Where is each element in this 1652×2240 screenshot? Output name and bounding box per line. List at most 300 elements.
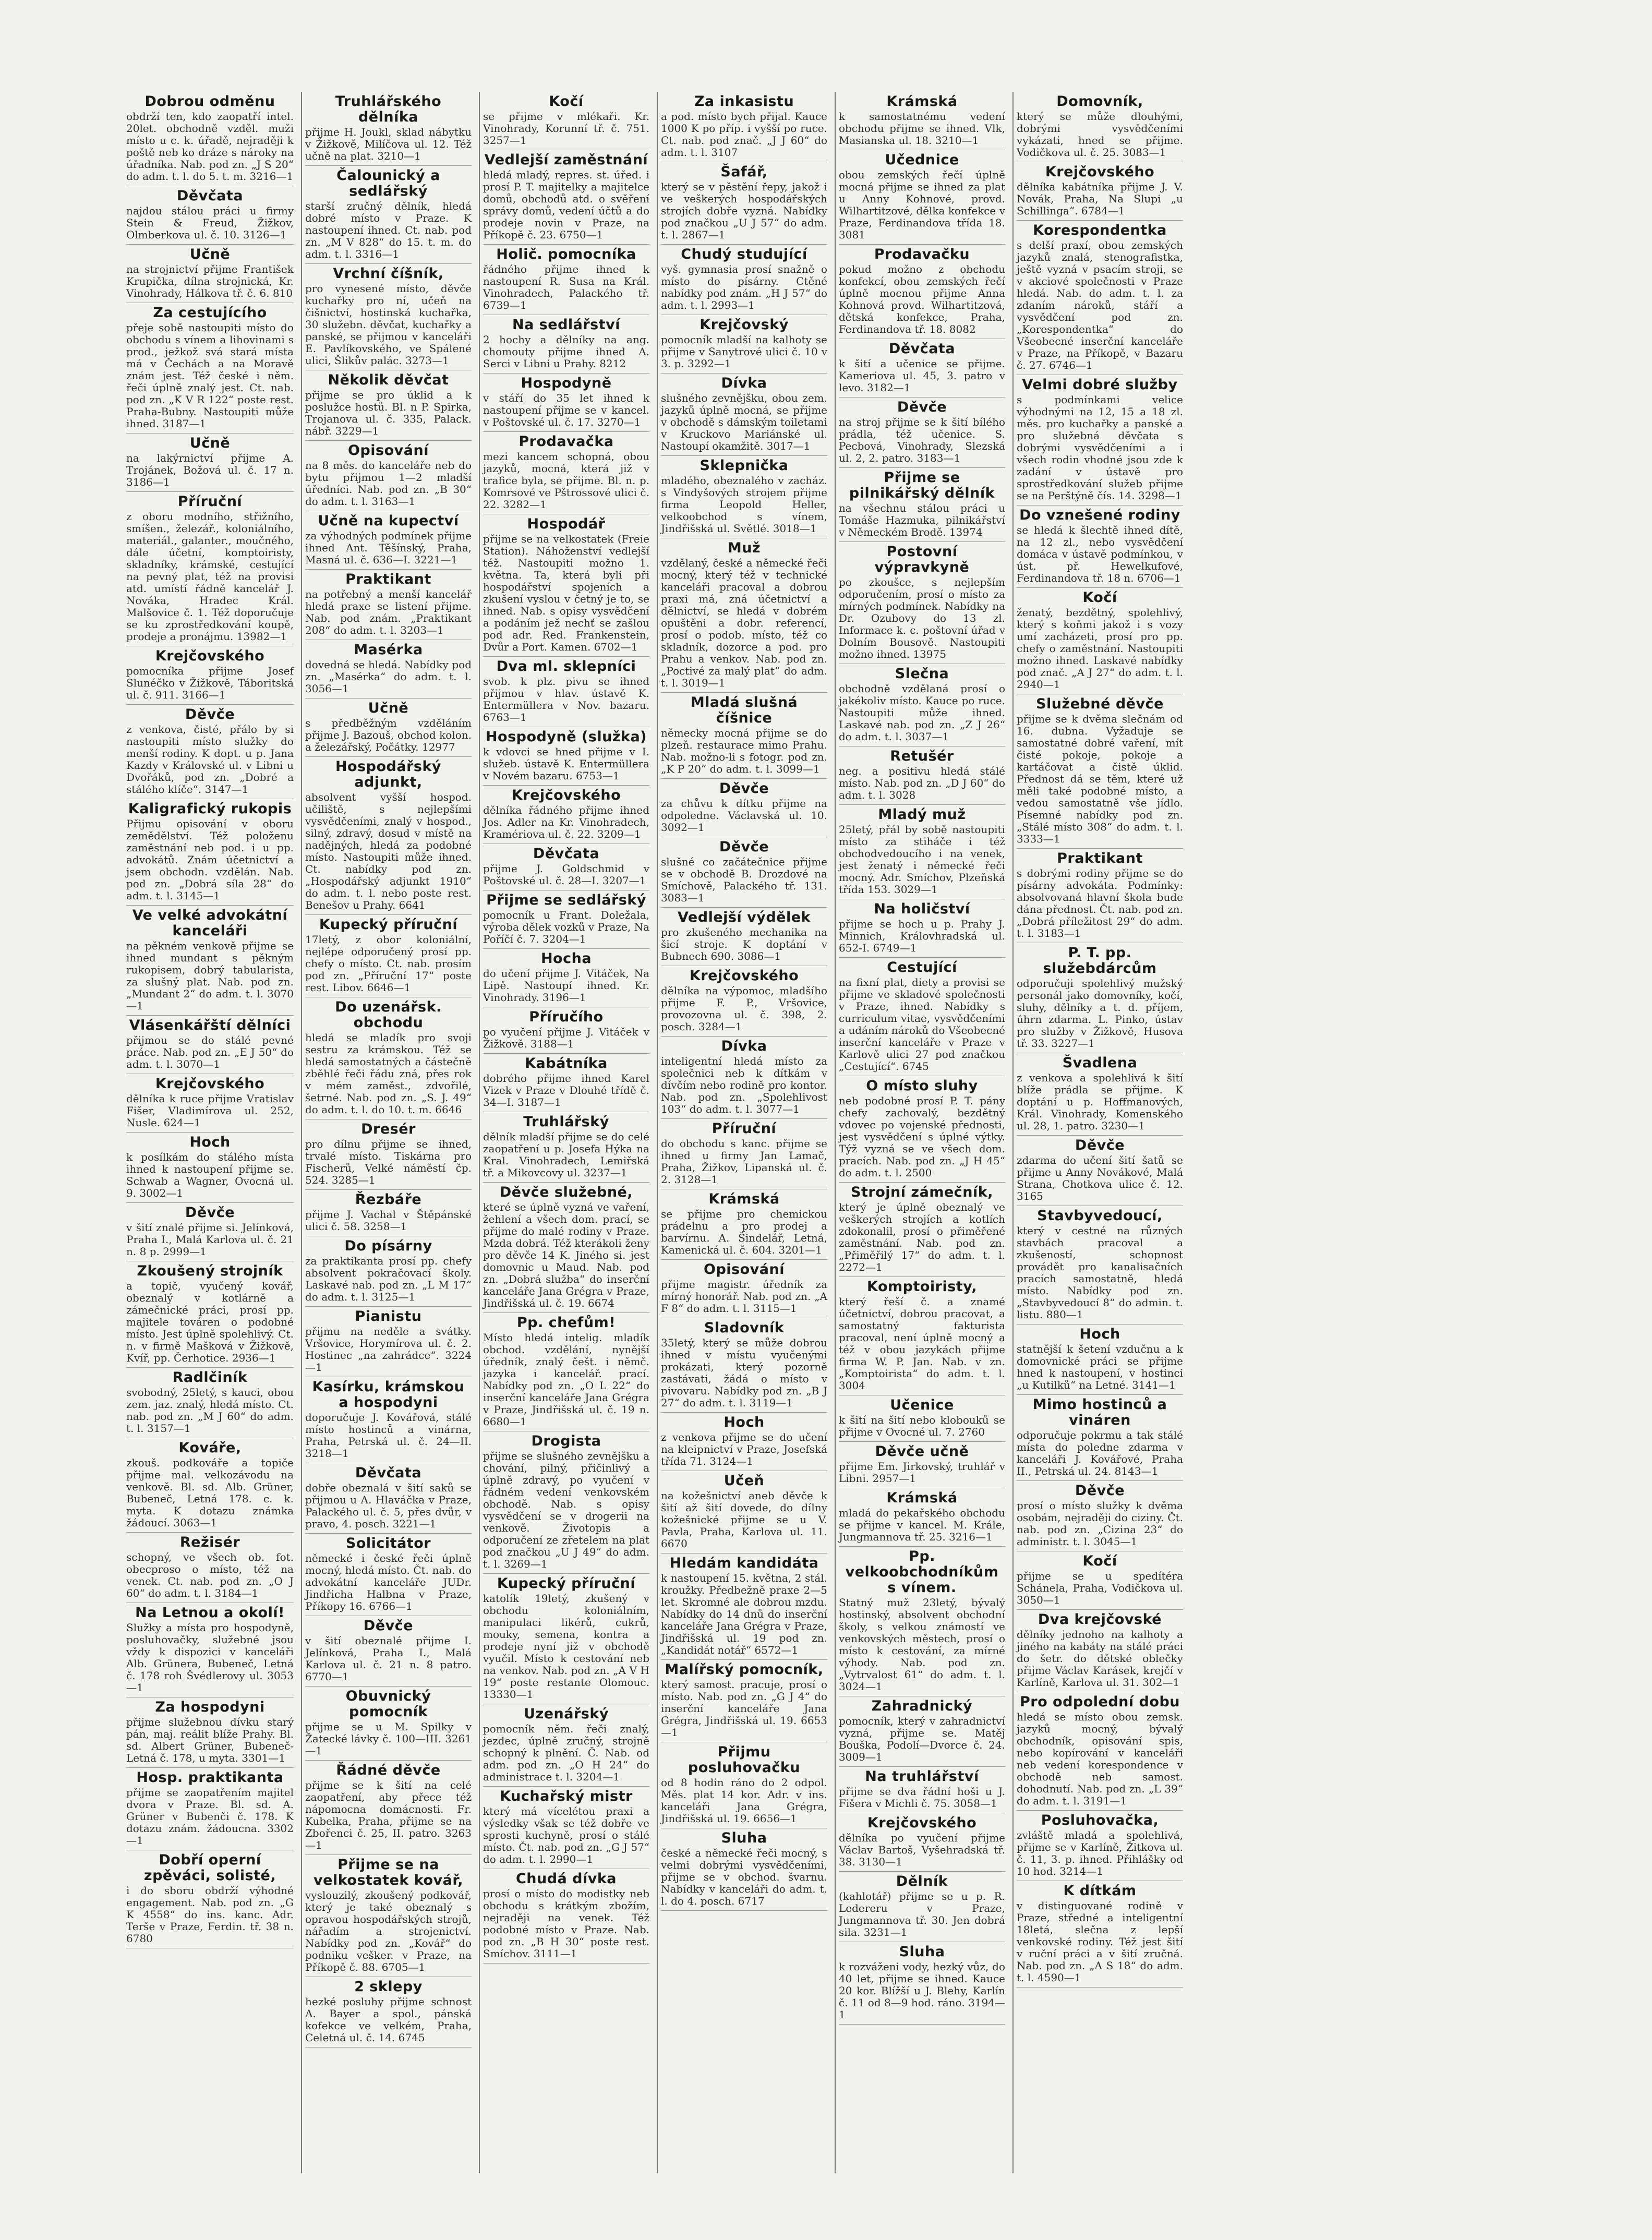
ad-title: Krámská: [886, 93, 958, 110]
ad-title: Pp. chefům!: [516, 1315, 616, 1331]
ad-body: dělníka po vyučení přijme Václav Bartoš, Vyšehradská tř. 38. 3130—1: [839, 1832, 1005, 1868]
ad-body: přijme J. Vachal v Štěpánské ulici č. 58. 3258—1: [305, 1208, 472, 1233]
ad-title: Vedlejší výdělek: [678, 909, 811, 925]
classified-ad: [305, 1119, 472, 1190]
classified-ad: [126, 492, 294, 646]
ad-title: Pp. velkoobchodníkům s vínem.: [845, 1548, 999, 1596]
classified-ad: [661, 908, 827, 966]
ad-title: Několik děvčat: [328, 372, 449, 388]
column-6: [1012, 92, 1186, 2173]
ad-body: v stáří do 35 let ihned k nastoupení přijme se v kancel. v Poštovské ul. č. 17. 3270—1: [483, 392, 649, 428]
classified-ad: [1017, 162, 1183, 221]
ad-body: 2 hochy a dělníky na ang. chomouty přijme ihned A. Serci v Libni u Prahy. 8212: [483, 333, 649, 370]
classified-ad: [126, 1016, 294, 1074]
ad-title: Sluha: [899, 1944, 945, 1960]
ad-body: Služky a místa pro hospodyně, posluhovačky, služebné jsou vždy k dispozici v kanceláři Alb. Grünera, Bubeneč, Letná č. 178 roh Švédlerovy ul. 3053—1: [126, 1621, 294, 1694]
ad-title: Pianistu: [355, 1308, 422, 1324]
classified-ad: [126, 1133, 294, 1203]
ad-body: české a německé řeči mocný, s velmi dobrými vysvědčeními, přijme se v obchod. švarnu. Nabídky v kanceláři do adm. t. l. do 4. posch. 6717: [661, 1847, 827, 1907]
ad-body: za chůvu k dítku přijme na odpoledne. Václavská ul. 10. 3092—1: [661, 797, 827, 834]
classified-ad: [661, 1037, 827, 1119]
ad-title: Dívka: [721, 1038, 767, 1054]
ad-title: Příručího: [529, 1009, 604, 1025]
ad-title: Učně na kupectví: [318, 513, 459, 529]
ad-body: za praktikanta prosí pp. chefy absolvent pokračovací školy. Laskavé nab. pod zn. „L M 17“ do adm. t. l. 3125—1: [305, 1255, 472, 1303]
classified-ad: [839, 1872, 1005, 1942]
ad-body: pro zkušeného mechanika na šicí stroje. K doptání v Bubnech 690. 3086—1: [661, 926, 827, 962]
classified-ad: [1017, 1053, 1183, 1136]
ad-title: Ve velké advokátní kanceláři: [132, 907, 288, 939]
ad-title: Učednice: [885, 152, 959, 168]
ad-body: odporučuje pokrmu a tak stálé místa do poledne zdarma v kanceláři J. Kovářové, Praha II., Petrská ul. 24. 8143—1: [1017, 1429, 1183, 1477]
ad-title: Krejčovského: [155, 1076, 265, 1092]
classified-ad: [483, 786, 649, 844]
ad-body: najdou stálou práci u firmy Stein & Freud, Žižkov, Olmberkova ul. č. 10. 3126—1: [126, 204, 294, 241]
ad-title: Chudý studující: [681, 246, 807, 262]
classified-ad: [661, 1413, 827, 1471]
classified-ad: [661, 162, 827, 245]
ad-title: Krejčovského: [155, 648, 265, 664]
classified-ad: [661, 1471, 827, 1553]
classified-ad: [1017, 1811, 1183, 1881]
ad-body: prosí o místo služky k dvěma osobám, nejraději do ciziny. Čt. nab. pod zn. „Cizina 23“ do administr. t. l. 3045—1: [1017, 1499, 1183, 1548]
classified-ad: [305, 370, 472, 441]
classified-ad: [839, 1547, 1005, 1696]
classified-ad: [661, 1119, 827, 1189]
classified-ad: [126, 646, 294, 705]
ad-body: s delší praxí, obou zemských jazyků znalá, stenografistka, ještě vyzná v psacím stroji, se v akciové společnosti v Praze hledá. Nab. do adm. t. l. za zdaním nároků, stáří a vysvědčení pod zn. „Korespondentka“ do Všeobecné inserční kanceláře v Praze, na Příkopě, v Bazaru č. 27. 6746—1: [1017, 239, 1183, 371]
classified-ad: [305, 1687, 472, 1761]
ad-title: Děvče: [897, 399, 947, 415]
classified-ad: [126, 1603, 294, 1697]
ad-title: Dělník: [896, 1873, 948, 1889]
ad-body: pomocník u Frant. Doležala, výroba dělek vozků v Praze, Na Poříčí č. 7. 3204—1: [483, 909, 649, 945]
classified-ad: [1017, 1206, 1183, 1324]
ad-body: katolík 19letý, zkušený v obchodu koloniálním, manipulaci likérů, cukrů, mouky, semena, kontra a prodeje nyní již v obchodě vyučil. Místo k cestování neb na venkov. Nab. pod zn. „A V H 19“ poste restante Olomouc. 13330—1: [483, 1592, 649, 1701]
ad-title: Děvčata: [176, 188, 244, 204]
ad-body: pro dílnu přijme se ihned, trvalé místo. Tiskárna pro Fischerů, Velké náměstí čp. 524. 3285—1: [305, 1138, 472, 1186]
classified-ad: [839, 1277, 1005, 1395]
ad-body: zvláště mladá a spolehlivá, přijme se v Karlíně, Žitkova ul. č. 11, 3. p. ihned. Přihlášky od 10 hod. 3214—1: [1017, 1829, 1183, 1877]
ad-title: Praktikant: [345, 571, 431, 587]
ad-body: schopný, ve všech ob. fot. obecproso o místo, též na venek. Ct. nab. pod zn. „O J 60“ do adm. t. l. 3184—1: [126, 1551, 294, 1599]
classified-ad: [483, 150, 649, 245]
column-5: [835, 92, 1008, 2173]
ad-body: svob. k plz. pivu se ihned přijmou v hlav. ústavě K. Entermüllera v Nov. bazaru. 6763—1: [483, 675, 649, 724]
ad-title: Kasírku, krámskou a hospodyni: [312, 1379, 465, 1411]
ad-body: se přijme pro chemickou prádelnu a pro prodej a barvírnu. A. Šindelář, Letná, Kamenická ul. č. 604. 3201—1: [661, 1208, 827, 1256]
ad-body: a topič, vyučený kovář, obeznalý v kotlárně a zámečnické práci, prosí pp. majitele továren o podobné místo. Jest úplně spolehlivý. Ct. n. v firmě Mašková v Žižkově, Kvíř, pp. Čerhotice. 2936—1: [126, 1280, 294, 1364]
classified-ad: [661, 966, 827, 1037]
ad-body: přijme magistr. úředník za mírný honorář. Nab. pod zn. „A F 8“ do adm. t. l. 3115—1: [661, 1278, 827, 1315]
ad-body: přijme se hoch u p. Prahy J. Minnich, Královhradská ul. 652-I. 6749—1: [839, 918, 1005, 954]
ad-body: mladá do pekařského obchodu se přijme v kancel. M. Krále, Jungmannova tř. 25. 3216—1: [839, 1507, 1005, 1543]
classified-ad: [839, 542, 1005, 664]
ad-title: Cestující: [887, 959, 957, 976]
ad-title: Režisér: [179, 1534, 240, 1550]
ad-body: na potřebný a menší kancelář hledá praxe se listení přijme. Nab. pod znám. „Praktikant 208“ do adm. t. l. 3203—1: [305, 588, 472, 636]
ad-title: Děvče učně: [875, 1443, 969, 1460]
ad-title: Kupecký příruční: [319, 917, 458, 933]
classified-ad: [661, 1260, 827, 1318]
ad-body: statnější k šetení vzdučnu a k domovnické práci se přijme hned k nastoupení, v hostinci „u Kutilků“ na Letné. 3141—1: [1017, 1343, 1183, 1391]
classified-ad: [661, 456, 827, 538]
ad-body: obchodně vzdělaná prosí o jakékoliv místo. Kauce po ruce. Nastoupiti může ihned. Laskavé nab. pod zn. „Z J 26“ do adm. t. l. 3037—1: [839, 682, 1005, 743]
classified-ad: [305, 1977, 472, 2048]
ad-title: Truhlářský: [523, 1114, 609, 1130]
ad-title: Za hospodyni: [155, 1699, 265, 1715]
ad-title: Dobří operní zpěváci, solisté,: [143, 1852, 276, 1884]
classified-ad: [483, 92, 649, 150]
ad-title: Retušér: [890, 748, 954, 764]
ad-title: Krejčovského: [867, 1815, 977, 1831]
ad-title: Učně: [368, 700, 409, 716]
classified-ad: [126, 433, 294, 492]
ad-body: dělníky jednoho na kalhoty a jiného na kabáty na stálé práci do šetr. do dětské oblečky přijme Václav Karásek, krejčí v Karlíně, Karlova ul. 31. 302—1: [1017, 1628, 1183, 1689]
ad-title: Dívka: [721, 375, 767, 391]
ad-body: dělníka na výpomoc, mladšího přijme F. P., Vršovice, provozovna ul. č. 398, 2. posch. 3284—1: [661, 984, 827, 1033]
ad-title: Opisování: [704, 1261, 785, 1278]
classified-ad: [305, 1377, 472, 1463]
classified-ad: [839, 664, 1005, 746]
ad-title: Velmi dobré služby: [1022, 377, 1178, 393]
ad-title: Učně: [189, 435, 231, 451]
ad-body: přijme se slušného zevnějšku a chování, pilný, přičinlivý a úplně zdravý, po vyučení v řádném vedení venkovském obchodě. Nab. s opisy vysvědčení se v drogerii na venkově. Životopis a odporučení ze zřetelem na plat pod značkou „U J 49“ do adm. t. l. 3269—1: [483, 1450, 649, 1570]
ad-body: pomocník mladší na kalhoty se přijme v Sanytrové ulici č. 10 v 3. p. 3292—1: [661, 333, 827, 370]
classified-ad: [1017, 943, 1183, 1053]
classified-ad: [839, 1767, 1005, 1813]
ad-title: Služebné děvče: [1036, 696, 1164, 712]
ad-title: Kováře,: [178, 1440, 242, 1456]
classified-ad: [305, 570, 472, 640]
column-2: [301, 92, 475, 2173]
ad-title: Na Letnou a okolí!: [135, 1605, 285, 1621]
ad-body: z venkova přijme se do učení na kleipnictví v Praze, Josefská třída 71. 3124—1: [661, 1431, 827, 1467]
ad-title: Strojní zámečník,: [851, 1184, 993, 1200]
classified-ad: [126, 1261, 294, 1368]
classified-ad: [1017, 1881, 1183, 1988]
ad-title: Do vznešené rodiny: [1019, 507, 1180, 523]
classified-ad: [126, 245, 294, 303]
ad-body: mladého, obeznalého v zacház. s Vindyšových strojem přijme firma Leopold Heller, velkoobchod s vínem, Jindřišská ul. Světlé. 3018—1: [661, 474, 827, 535]
ad-title: K dítkám: [1063, 1883, 1137, 1899]
classified-ad: [839, 245, 1005, 339]
ad-body: od 8 hodin ráno do 2 odpol. Měs. plat 14 kor. Adr. v ins. kanceláři Jana Grégra, Jindřišská ul. 19. 6656—1: [661, 1776, 827, 1825]
ad-body: přeje sobě nastoupiti místo do obchodu s vínem a lihovinami s prod., ježkož svá stará místa má v Čechách a na Moravě znám jest. Též české i něm. řeči úplně znalý jest. Ct. nab. pod zn. „K V R 122“ poste rest. Praha-Bubny. Nastoupiti může ihned. 3187—1: [126, 321, 294, 430]
ad-title: Dresér: [361, 1121, 416, 1137]
ad-body: které se úplně vyzná ve vaření, žehlení a všech dom. prací, se přijme do malé rodiny v Praze. Mzda dobrá. Též kterákoli ženy pro děvče 14 K. Jiného si. jest domovnic u Maud. Nab. pod zn. „Dobrá služba“ do inserční kanceláře Jana Grégra v Praze, Jindřišská ul. č. 19. 6674: [483, 1201, 649, 1309]
classified-ad: [839, 1488, 1005, 1547]
classified-ad: [1017, 1395, 1183, 1481]
ad-title: Děvče: [1075, 1137, 1125, 1153]
classified-ad: [1017, 1692, 1183, 1811]
ad-title: Učeň: [723, 1473, 765, 1489]
ad-title: Dobrou odměnu: [144, 93, 275, 110]
ad-body: Přijmu opisování v oboru zemědělství. Též položenu zaměstnání neb pod. i u pp. advokátů. Znám účetnictví a jsem obchodn. vzdělán. Nab. pod zn. „Dobrá síla 28“ do adm. t. l. 3145—1: [126, 817, 294, 902]
classified-ad: [305, 441, 472, 511]
classified-ad: [305, 1463, 472, 1534]
ad-title: Solicitátor: [345, 1535, 431, 1551]
classified-columns: [123, 92, 1542, 2173]
classified-ad: [1017, 849, 1183, 943]
classified-ad: [661, 1318, 827, 1413]
classified-ad: [483, 1313, 649, 1431]
ad-title: Příruční: [177, 493, 243, 510]
ad-body: 35letý, který se může dobrou ihned v místu vyučenými prokázati, který pozorně zastávati, žádá o místo v pivovaru. Nabídky pod zn. „B J 27“ do adm. t. l. 3119—1: [661, 1336, 827, 1409]
ad-body: hezké posluhy přijme schnost A. Bayer a spol., pánská kofekce ve velkém, Praha, Celetná ul. č. 14. 6745: [305, 1995, 472, 2044]
ad-body: obdrží ten, kdo zaopatří intel. 20let. obchodně vzděl. muži místo u c. k. úřadě, nejraději k poště neb ko dráze s nároky na úřadníka. Nab. pod zn. „J S 20“ do adm. t. l. do 5. t. m. 3216—1: [126, 110, 294, 183]
ad-body: přijme se na velkostatek (Freie Station). Náhoženství vedlejší též. Nastoupiti možno 1. května. Ta, která byli při hospodářství spojeních a zkušení vyslou v četný je to, se ihned. Nab. s opisy vysvědčení a podáním jež nechť se zašlou pod adr. Red. Frankenstein, Dvůr a Port. Kamen. 6702—1: [483, 533, 649, 653]
classified-ad: [126, 906, 294, 1016]
classified-ad: [839, 1395, 1005, 1442]
classified-ad: [839, 899, 1005, 958]
ad-title: Přijme se sedlářský: [486, 892, 646, 908]
ad-body: k šití na šití nebo klobouků se přijme v Ovocné ul. 7. 2760: [839, 1414, 1005, 1438]
ad-body: inteligentní hledá místo za společnici neb k dítkám v dívčím nebo rodině pro kontor. Nab. pod zn. „Spolehlivost 103“ do adm. t. l. 3077—1: [661, 1055, 827, 1115]
ad-body: s předběžným vzděláním přijme J. Bazouš, obchod kolon. a železářský, Počátky. 12977: [305, 717, 472, 753]
ad-body: za výhodných podmínek přijme ihned Ant. Těšínský, Praha, Masná ul. č. 636—I. 3221—1: [305, 529, 472, 566]
classified-ad: [126, 1074, 294, 1133]
classified-ad: [1017, 694, 1183, 849]
ad-title: Mladá slušná číšnice: [690, 694, 798, 726]
ad-body: který má vícelétou praxi a výsledky však se též dobře ve sprosti kuchyně, prosí o stálé místo. Čt. nab. pod zn. „G J 57“ do adm. t. l. 2990—1: [483, 1805, 649, 1865]
ad-body: přijme se k dvěma slečnám od 16. dubna. Vyžaduje se samostatné dobré vaření, mít čisté pokoje, pokoje a kartáčovat a čistě úklid. Přednost dá se těm, které už měli také podobné místo, a vedou samostatně vše jídlo. Písemné nabídky pod zn. „Stálé místo 308“ do adm. t. l. 3333—1: [1017, 713, 1183, 845]
ad-body: dělníka kabátníka přijme J. V. Novák, Praha, Na Slupi „u Schillinga“. 6784—1: [1017, 180, 1183, 217]
classified-ad: [483, 727, 649, 786]
ad-title: Mladý muž: [878, 806, 966, 823]
classified-ad: [305, 511, 472, 570]
classified-ad: [305, 264, 472, 370]
ad-body: německy mocná přijme se do plzeň. restaurace mimo Prahu. Nab. možno-li s fotogr. pod zn. „K P 20“ do adm. t. l. 3099—1: [661, 727, 827, 775]
classified-ad: [839, 1076, 1005, 1183]
ad-title: Za inkasistu: [694, 93, 794, 110]
classified-ad: [305, 997, 472, 1119]
classified-ad: [661, 245, 827, 315]
classified-ad: [839, 398, 1005, 468]
ad-title: Za cestujícího: [153, 305, 267, 321]
ad-title: Holič. pomocníka: [496, 246, 636, 262]
ad-title: Korespondentka: [1033, 222, 1167, 238]
classified-ad: [305, 166, 472, 264]
ad-title: Malířský pomocník,: [665, 1661, 824, 1678]
ad-body: Statný muž 23letý, bývalý hostinský, absolvent obchodní školy, s velkou známostí ve venkovských městech, prosí o místo k cestování, za mírné výhody. Nab. pod zn. „Vytrvalost 61“ do adm. t. l. 3024—1: [839, 1596, 1005, 1693]
ad-body: vyš. gymnasia prosí snažně o místo do písárny. Ctěné nabídky pod znám. „H J 57“ do adm. t. l. 2993—1: [661, 263, 827, 311]
ad-title: Hledám kandidáta: [669, 1555, 819, 1571]
classified-ad: [126, 1438, 294, 1533]
ad-body: z oboru modního, střižního, smíšen., železář., koloniálního, materiál., galanter., moučného, dále účetní, komptoiristy, skladníky, krámské, cestující na pevný plat, též na provisi atd. umístí řádně kancelář J. Nováka, Hradec Král. Malšovice č. 1. Též doporučuje se ku zprostředkování koupě, prodeje a pronájmu. 13982—1: [126, 510, 294, 643]
classified-ad: [305, 640, 472, 699]
classified-ad: [839, 1696, 1005, 1767]
ad-body: starší zručný dělník, hledá dobré místo v Praze. K nastoupení ihned. Ct. nab. pod zn. „M V 828“ do 15. t. m. do adm. t. l. 3316—1: [305, 200, 472, 260]
ad-body: který samost. pracuje, prosí o místo. Nab. pod zn. „G J 4“ do inserční kanceláře Jana Grégra, Jindřišská ul. 19. 6653—1: [661, 1678, 827, 1739]
ad-title: Dva krejčovské: [1038, 1611, 1162, 1628]
ad-body: vzdělaný, české a německé řeči mocný, který též v technické kanceláři pracoval a dobrou praxi má, zná účetnictví a dělnictví, se hledá v dobrém opuštěni a dobr. referencí, prosí o podob. místo, též co skladník, dozorce a pod. pro Prahu a venkov. Nab. pod zn. „Poctivé za malý plat“ do adm. t. l. 3019—1: [661, 557, 827, 689]
classified-ad: [661, 374, 827, 456]
ad-title: Stavbyvedoucí,: [1037, 1208, 1163, 1224]
ad-body: prosí o místo do modistky neb obchodu s krátkým zbožím, nejraději na venek. Též podobné místo v Praze. Nab. pod zn. „B H 30“ poste rest. Smíchov. 3111—1: [483, 1887, 649, 1960]
ad-title: Prodavačku: [874, 246, 970, 262]
ad-title: Hospodyně (služka): [485, 729, 647, 745]
ad-body: který řeší č. a znamé účetnictví, dobrou pracovat, a samostatný fakturista pracoval, není úplně mocný a též v obou jazykách přijme firma W. P. Jan. Nab. v zn. „Komptoirista“ do adm. t. l. 3004: [839, 1295, 1005, 1392]
classified-ad: [839, 339, 1005, 398]
ad-title: Hospodářský adjunkt,: [335, 758, 442, 790]
ad-title: Posluhovačka,: [1041, 1812, 1159, 1828]
ad-title: P. T. pp. služebdárcům: [1043, 945, 1157, 977]
ad-body: po zkoušce, s nejlepším odporučením, prosí o místo za mírných podmínek. Nabídky na Dr. Ozubovy do 13 zl. Informace k. c. poštovní úřad v Dolním Bousově. Nastoupiti možno ihned. 13975: [839, 576, 1005, 660]
ad-body: na 8 měs. do kanceláře neb do bytu přijmou 1—2 mladší úředníci. Nab. pod zn. „B 30“ do adm. t. l. 3163—1: [305, 459, 472, 508]
ad-title: Děvčata: [888, 341, 956, 357]
ad-title: Děvče: [1075, 1483, 1125, 1499]
ad-body: zdarma do učení šití šatů se přijme u Anny Novákové, Malá Strana, Chotkova ulice č. 12. 3165: [1017, 1154, 1183, 1202]
ad-title: Děvče: [185, 706, 235, 722]
ad-title: Děvče: [719, 780, 769, 797]
ad-title: Řezbáře: [355, 1191, 422, 1208]
classified-ad: [839, 1942, 1005, 2025]
ad-title: Slečna: [895, 666, 949, 682]
ad-body: který v cestné na různých stavbách pracoval a zkušeností, schopnost provádět pro kanalisačních pracích samostatně, hledá místo. Nabídky pod zn. „Stavbyvedoucí 8“ do admin. t. listu. 880—1: [1017, 1224, 1183, 1321]
ad-body: přijme služebnou dívku starý pán, maj. reálit blíže Prahy. Bl. sd. Albert Grüner, Bubeneč-Letná č. 178, u myta. 3301—1: [126, 1716, 294, 1764]
ad-body: dobrého přijme ihned Karel Vizek v Praze v Dlouhé třídě č. 34—I. 3187—1: [483, 1072, 649, 1109]
ad-title: Hospodyně: [521, 375, 612, 391]
ad-body: na pěkném venkově přijme se ihned mundant s pěkným rukopisem, dobrý tabularista, za slušný plat. Nab. pod zn. „Mundant 2“ do adm. t. l. 3070—1: [126, 940, 294, 1012]
ad-title: Kaligrafický rukopis: [128, 801, 292, 817]
ad-body: i do sboru obdrží výhodné engagement. Nab. pod zn. „G K 4558“ do ins. kanc. Adr. Terše v Praze, Ferdin. tř. 38 n. 6780: [126, 1884, 294, 1945]
ad-title: Uzenářský: [524, 1706, 609, 1722]
classified-ad: [839, 805, 1005, 899]
classified-ad: [483, 1787, 649, 1869]
ad-title: Zkoušený strojník: [137, 1263, 283, 1279]
classified-ad: [483, 949, 649, 1007]
classified-ad: [661, 1742, 827, 1828]
ad-title: Kupecký příruční: [497, 1575, 636, 1592]
classified-ad: [483, 657, 649, 727]
ad-body: na všechnu stálou práci u Tomáše Hazmuka, pilnikářství v Německém Brodě. 13974: [839, 502, 1005, 538]
ad-title: Drogista: [531, 1433, 601, 1449]
classified-ad: [483, 1574, 649, 1704]
ad-body: (kahlotář) přijme se u p. R. Ledereru v Praze, Jungmannova tř. 30. Jen dobrá sila. 3231—1: [839, 1890, 1005, 1938]
ad-body: který se může dlouhými, dobrými vysvědčeními vykázati, hned se přijme. Vodičkova ul. č. 25. 3083—1: [1017, 110, 1183, 159]
ad-title: Vlásenkářští dělníci: [129, 1017, 291, 1033]
ad-title: Sluha: [721, 1830, 767, 1846]
ad-body: zkouš. podkováře a topiče přijme mal. velkozávodu na venkově. Bl. sd. Alb. Grüner, Bubeneč, Letná 178. c. k. myta. K dotazu známka žádoucí. 3063—1: [126, 1456, 294, 1529]
ad-title: Chudá dívka: [515, 1871, 617, 1887]
ad-body: slušného zevnějšku, obou zem. jazyků úplně mocná, se přijme v obchodě s dámským toiletami v Kruckovo Mariánské ul. Nastoupí okamžitě. 3017—1: [661, 392, 827, 452]
classified-ad: [1017, 1136, 1183, 1206]
classified-ad: [126, 1768, 294, 1850]
ad-body: v distinguované rodině v Praze, středné a inteligentní 18letá, slečna z lepší venkovské rodiny. Též jest šití v ruční práci a v šití zručná. Nab. pod zn. „A S 18“ do adm. t. l. 4590—1: [1017, 1899, 1183, 1984]
classified-ad: [126, 705, 294, 799]
ad-title: Čalounický a sedlářský: [336, 167, 440, 199]
ad-title: Dva ml. sklepníci: [496, 658, 636, 675]
classified-ad: [305, 1190, 472, 1236]
ad-title: Obuvnický pomocník: [345, 1688, 431, 1720]
ad-body: pokud možno z obchodu konfekcí, obou zemských řečí úplně mocnou přijme Anna Kohnová provd. Wilhartitzová, dětská konfekce, Praha, Ferdinandova tř. 18. 8082: [839, 263, 1005, 335]
classified-ad: [305, 92, 472, 166]
classified-ad: [661, 1189, 827, 1260]
ad-body: přijme se pro úklid a k poslužce hostů. Bl. n P. Spirka, Trojanova ul. č. 335, Palack. nábř. 3229—1: [305, 389, 472, 437]
classified-ad: [839, 1813, 1005, 1872]
ad-body: dělník mladší přijme se do celé zaopatření u p. Josefa Hýka na Kral. Vinohradech, Lemiřská tř. a Mikovcovy ul. 3237—1: [483, 1130, 649, 1179]
ad-title: Hoch: [189, 1134, 231, 1150]
ad-title: Praktikant: [1057, 850, 1143, 866]
classified-ad: [126, 1850, 294, 1948]
ad-title: Masérka: [354, 642, 423, 658]
classified-ad: [661, 92, 827, 162]
ad-body: doporučuje J. Kovářová, stálé místo hostinců a vinárna, Praha, Petrská ul. č. 24—II. 3218—1: [305, 1411, 472, 1460]
ad-body: svobodný, 25letý, s kauci, obou zem. jaz. znalý, hledá místo. Ct. nab. pod zn. „M J 60“ do adm. t. l. 3157—1: [126, 1386, 294, 1435]
ad-title: Krejčovského: [511, 787, 621, 803]
ad-title: 2 sklepy: [354, 1979, 423, 1995]
classified-ad: [483, 1869, 649, 1964]
ad-body: přijme Em. Jirkovský, truhlář v Libni. 2957—1: [839, 1460, 1005, 1485]
classified-ad: [1017, 588, 1183, 694]
ad-body: absolvent vyšší hospod. učiliště, s nejlepšími vysvědčeními, znalý v hospod., silný, zdravý, dosud v místě na nadějných, hledá za podobné místo. Nastoupiti může ihned. Ct. nabídky pod zn. „Hospodářský adjunkt 1910“ do adm. t. l. nebo poste rest. Benešov u Prahy. 6641: [305, 791, 472, 911]
ad-title: Hosp. praktikanta: [136, 1769, 284, 1786]
ad-body: Místo hledá intelig. mladík obchod. vzdělání, nynější úředník, znalý češt. i němč. jazyka i kancelář. prací. Nabídky pod zn. „O L 22“ do inserční kanceláře Jana Grégra v Praze, Jindřišská ul. č. 19 n. 6680—1: [483, 1331, 649, 1428]
classified-ad: [305, 757, 472, 915]
ad-body: 17letý, z obor koloniální, nejlépe odporučený prosí pp. chefy o místo. Ct. nab. prosím pod zn. „Příruční 17“ poste rest. Libov. 6646—1: [305, 933, 472, 994]
ad-title: Hoch: [723, 1414, 765, 1430]
ad-body: k samostatnému vedení obchodu přijme se ihned. Vlk, Masianska ul. 18. 3210—1: [839, 110, 1005, 147]
classified-ad: [305, 1534, 472, 1616]
ad-body: přijme se k šití na celé zaopatření, aby přece též nápomocna domácnosti. Fr. Kubelka, Praha, přijme se na Zbořenci č. 25, II. patro. 3263—1: [305, 1779, 472, 1851]
ad-title: Pro odpolední dobu: [1019, 1694, 1180, 1710]
ad-body: na stroj přijme se k šití bílého prádla, též učenice. S. Pecbová, Vinohrady, Slezská ul. 2, 2. patro. 3183—1: [839, 416, 1005, 464]
classified-ad: [661, 837, 827, 908]
ad-body: a pod. místo bych přijal. Kauce 1000 K po příp. i vyšší po ruce. Ct. nab. pod znač. „J J 60“ do adm. t. l. 3107: [661, 110, 827, 159]
ad-body: k rozváženi vody, hezký vůz, do 40 let, přijme se ihned. Kauce 20 kor. Blížší u J. Blehy, Karlín č. 11 od 8—9 hod. ráno. 3194—1: [839, 1960, 1005, 2021]
ad-body: dělníka k ruce přijme Vratislav Fišer, Vladimírova ul. 252, Nusle. 624—1: [126, 1092, 294, 1129]
ad-body: řádného přijme ihned k nastoupení R. Susa na Král. Vinohradech, Palackého tř. 6739—1: [483, 263, 649, 311]
classified-ad: [661, 693, 827, 779]
ad-body: neg. a positivu hledá stálé místo. Nab. pod zn. „D J 60“ do adm. t. l. 3028: [839, 765, 1005, 801]
ad-body: k šití a učenice se přijme. Kameriova ul. 45, 3. patro v levo. 3182—1: [839, 357, 1005, 394]
ad-body: vyslouzilý, zkoušený podkovář, který je také obeznalý s opravou hospodářských strojů, nářadím a strojenictví. Nabídky pod zn. „Kovář“ do podniku vešker. v Praze, na Příkopě č. 88. 6705—1: [305, 1889, 472, 1973]
ad-title: Krejčovský: [700, 317, 789, 333]
ad-body: odporučuji spolehlivý mužský personál jako domovníky, kočí, sluhy, dělníky a t. d. příjem, úhrn zdarma. L. Pinko, ústav pro služby v Žižkově, Husova tř. 33. 3227—1: [1017, 977, 1183, 1050]
ad-title: Sklepnička: [700, 457, 789, 474]
classified-ad: [1017, 221, 1183, 375]
ad-body: který je úplně obeznalý ve veškerých strojích a kotlích zdokonalil, prosí o přiměřené zaměstnání. Nab. pod zn. „Přiměřilý 17“ do adm. t. l. 2272—1: [839, 1201, 1005, 1273]
classified-ad: [483, 245, 649, 315]
ad-title: Na sedlářství: [512, 317, 621, 333]
ad-title: Učenice: [890, 1397, 954, 1413]
classified-ad: [1017, 1324, 1183, 1395]
ad-body: přijmu na neděle a svátky. Vršovice, Horymírova ul. č. 2. Hostinec „na zahrádce“. 3224—1: [305, 1325, 472, 1374]
ad-title: Postovní výpravkyně: [874, 544, 970, 575]
ad-body: po vyučení přijme J. Vitáček v Žižkově. 3188—1: [483, 1026, 649, 1050]
classified-ad: [483, 1054, 649, 1112]
ad-body: 25letý, přál by sobě nastoupiti místo za stiháče i též obchodvedoucího i na venek, jest ženatý i německé řeči mocný. Adr. Smíchov, Plzeňská třída 153. 3029—1: [839, 823, 1005, 896]
ad-title: Domovník,: [1056, 93, 1143, 110]
classified-ad: [483, 844, 649, 890]
classified-ad: [839, 958, 1005, 1076]
ad-body: se přijme v mlékaři. Kr. Vinohrady, Korunní tř. č. 751. 3257—1: [483, 110, 649, 147]
classified-ad: [1017, 505, 1183, 588]
ad-body: z venkova, čisté, přálo by si nastoupiti místo služky do menší rodiny. K dopt. u p. Jana Kazdy v Královské ul. v Libni u Dvořáků, pod zn. „Dobré a stálého klíče“. 3147—1: [126, 723, 294, 796]
ad-title: Příruční: [712, 1121, 777, 1137]
ad-title: Do uzenářsk. obchodu: [335, 999, 442, 1031]
ad-title: Děvčata: [355, 1465, 422, 1481]
ad-body: přijme H. Joukl, sklad nábytku v Žižkově, Milíčova ul. 12. Též učně na plat. 3210—1: [305, 126, 472, 162]
classified-ad: [126, 1697, 294, 1768]
ad-body: na kožešnictví aneb děvče k šití až šití dovede, do dílny kožešnické přijme se u V. Pavla, Praha, Karlova ul. 11. 6670: [661, 1489, 827, 1550]
ad-body: pomocníka přijme Josef Slunéčko v Žižkově, Táboritská ul. č. 911. 3166—1: [126, 665, 294, 701]
ad-title: Děvče: [185, 1205, 235, 1221]
ad-title: Sladovník: [704, 1320, 785, 1336]
ad-title: Komptoiristy,: [867, 1279, 977, 1295]
column-3: [479, 92, 653, 2173]
